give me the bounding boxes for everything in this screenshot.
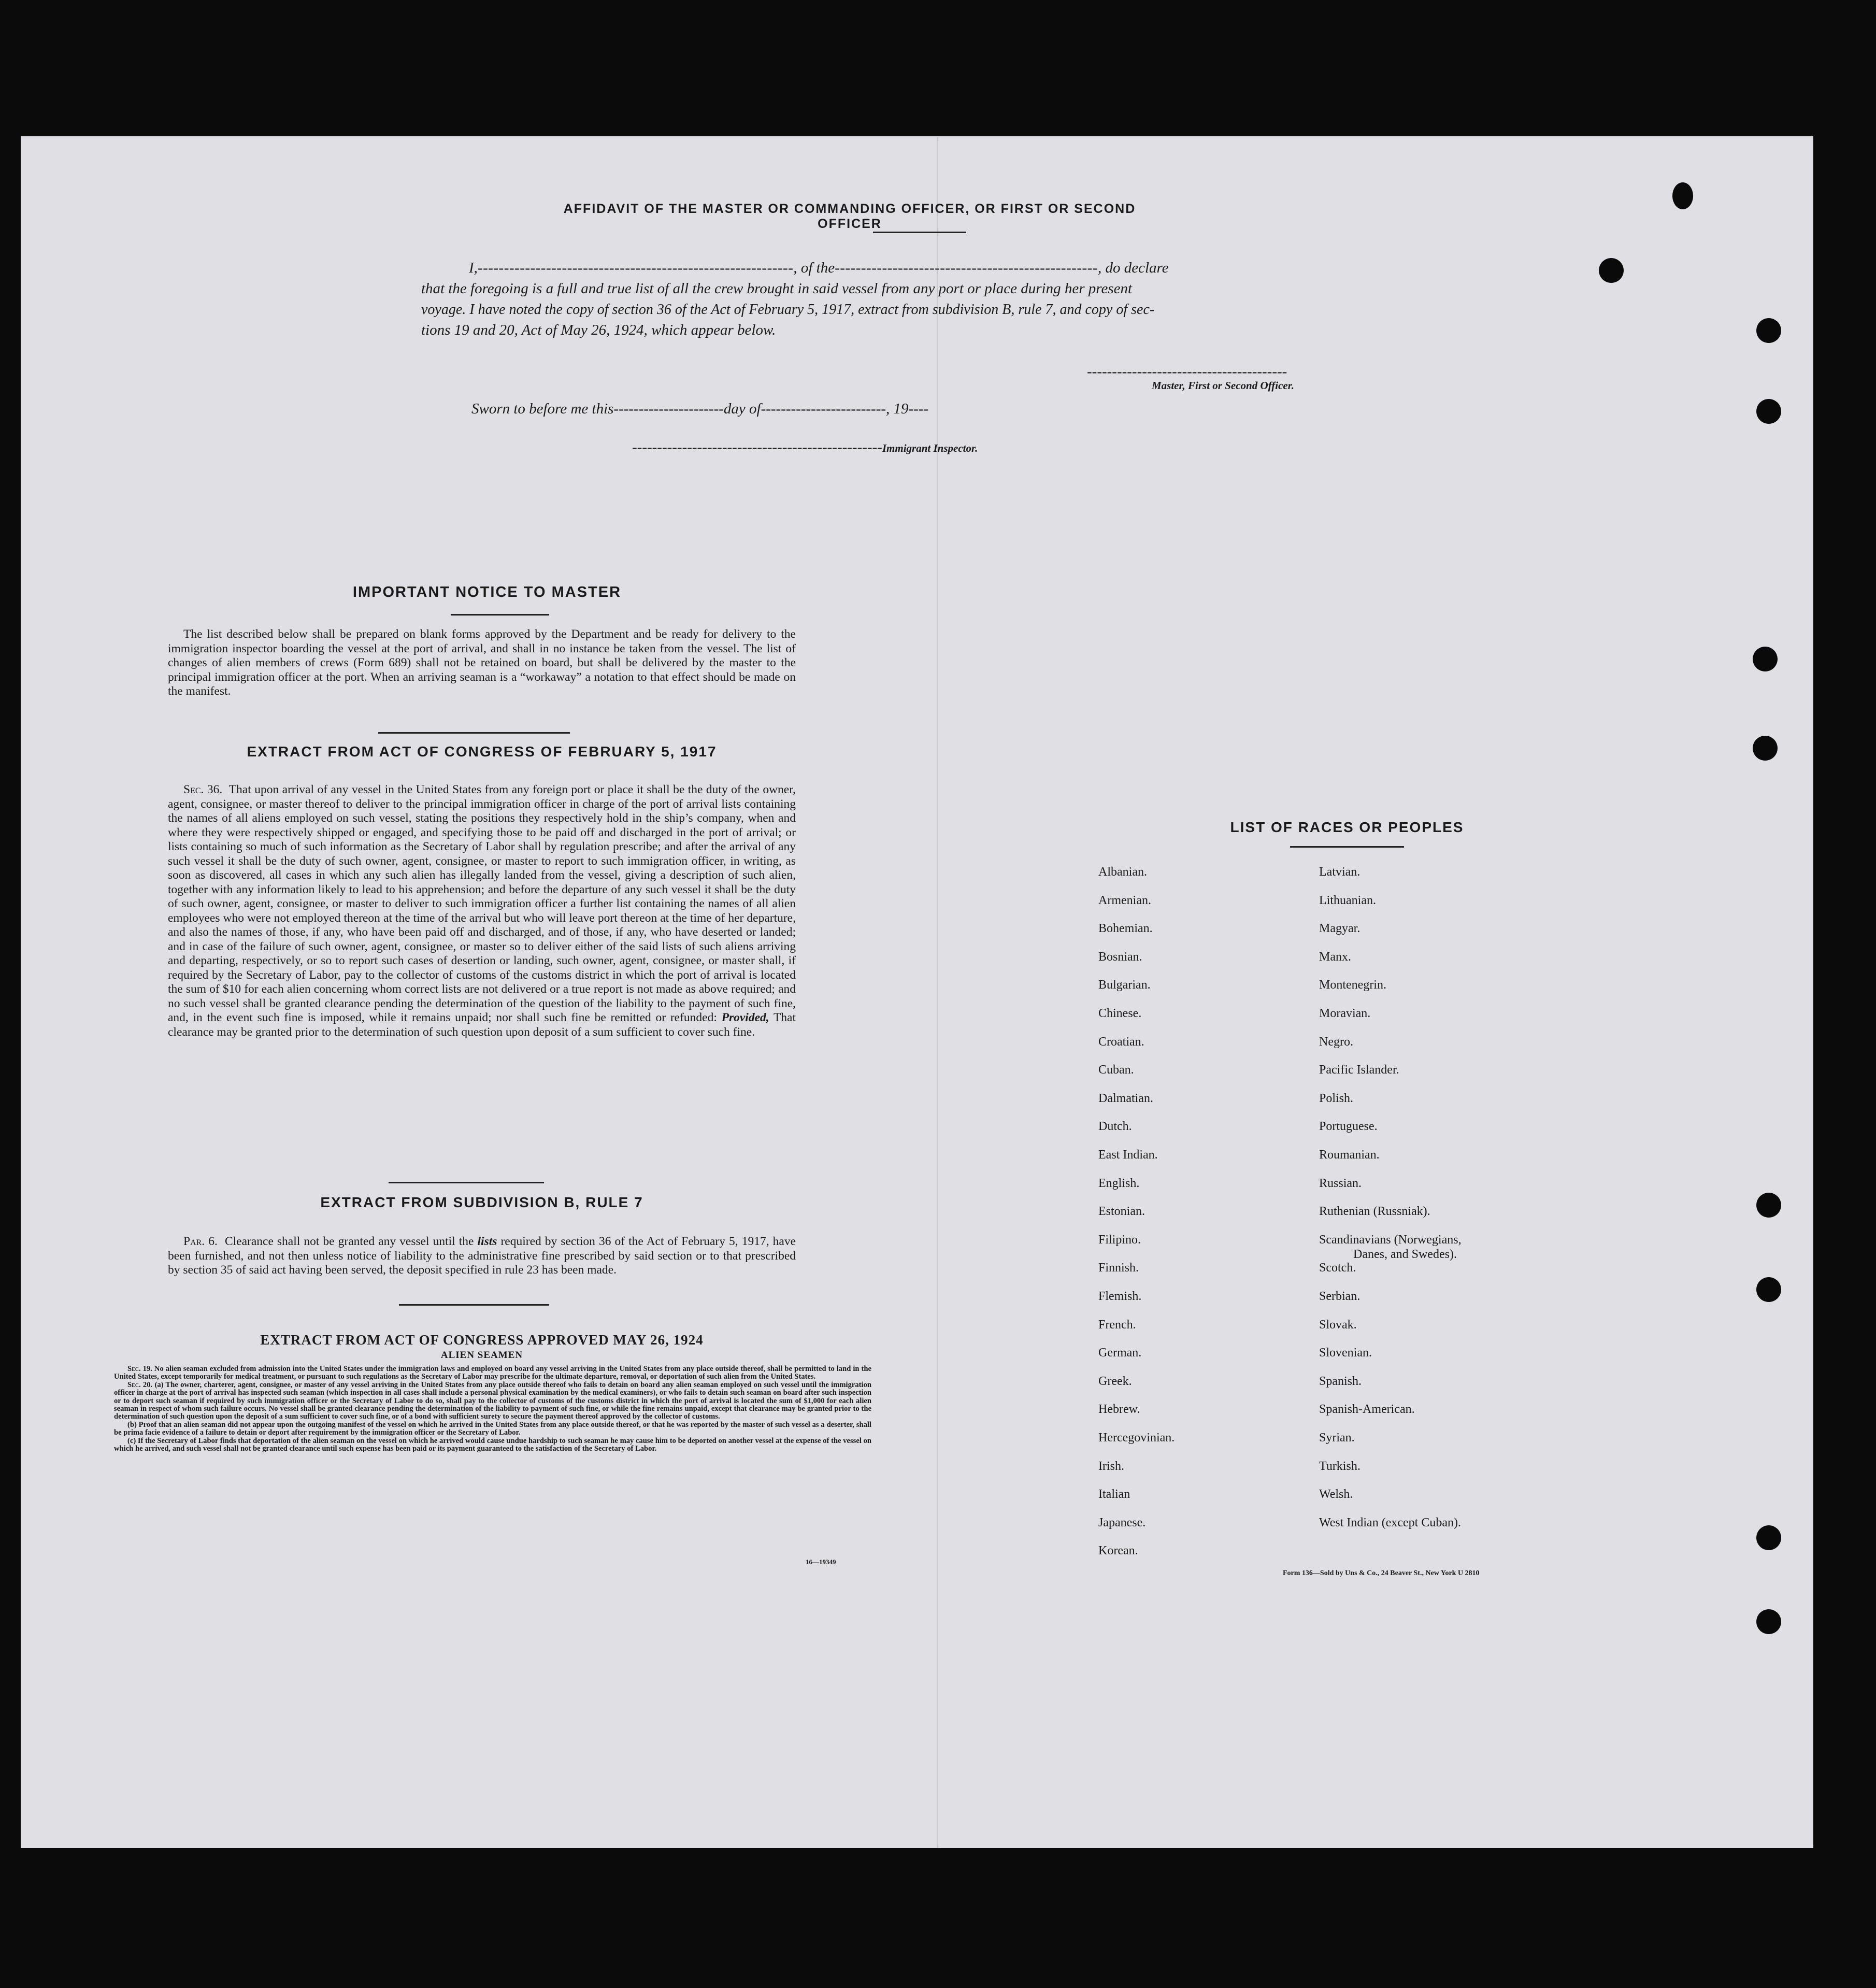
race-item-right: Montenegrin.: [1319, 978, 1386, 992]
binder-hole: [1672, 182, 1693, 209]
race-item-left: Cuban.: [1098, 1063, 1134, 1077]
race-item-left: Bosnian.: [1098, 950, 1142, 964]
affidavit-declare: , do declare: [1097, 260, 1169, 276]
sworn-line: [471, 398, 928, 420]
sworn-year: , 19: [886, 401, 909, 417]
affidavit-title: AFFIDAVIT OF THE MASTER OR COMMANDING OFFICER, OR FIRST OR SECOND OFFICER: [563, 202, 1136, 231]
race-item-right: Welsh.: [1319, 1488, 1353, 1501]
sec-19-label: Sec. 19.: [127, 1365, 152, 1373]
page-fold: [937, 137, 938, 1848]
inspector-line: [632, 437, 978, 459]
race-item-left: Korean.: [1098, 1544, 1138, 1558]
rule7-body-b: required by section 36 of the Act of February 5, 1917, have been furnished, and not then unless notice of liability to the administrative fine prescribed by said section or to that prescribed by section 35 of said act having been served, the deposit specified in rule 23 has been made.: [168, 1235, 796, 1277]
race-item-right: Negro.: [1319, 1035, 1353, 1049]
race-item-right: Serbian.: [1319, 1290, 1361, 1303]
form-sold-note: Form 136—Sold by Uns & Co., 24 Beaver St., New York U 2810: [1283, 1569, 1480, 1577]
rule7-text: [168, 1235, 796, 1278]
race-item-right: Syrian.: [1319, 1431, 1355, 1444]
sec-20-label: Sec. 20.: [127, 1380, 153, 1389]
race-item-right: Pacific Islander.: [1319, 1063, 1399, 1077]
sworn-day-blank: ----------------------: [613, 401, 724, 417]
form-code: 16—19349: [806, 1558, 836, 1566]
sec-36-body: That upon arrival of any vessel in the United States from any foreign port or place it shall be the duty of the owner, agent, consignee, or master thereof to deliver to the principal immigration officer in charge of the port of arrival lists containing the names of all aliens employed on such vessel, stating the positions they respectively hold in the ship’s company, when and where they were respectively shipped or engaged, and specifying those to be paid off and discharged in the port of arrival; or lists containing so much of such information as the Secretary of Labor shall by regulation prescribe; and after the arrival of any such vessel it shall be the duty of such owner, agent, consignee, or master to report to such immigration officer, in writing, as soon as discovered, all cases in which any such alien has illegally landed from the vessel, giving a description of such alien, together with any information likely to lead to his apprehension; and before the departure of any such vessel it shall be the duty of such owner, agent, consignee, or master to deliver to such immigration officer a further list containing the names of all alien employees who were not employed thereon at the time of the arrival but who will leave port thereon at the time of her departure, and also the names of those, if any, who have been paid off and discharged, and of those, if any, who have deserted or landed; and in case of the failure of such owner, agent, consignee, or master so to deliver either of the said lists of such aliens arriving and departing, respectively, or so to report such cases of desertion or landing, such owner, agent, consignee, or master shall, if required by the Secretary of Labor, pay to the collector of customs of the customs district in which the port of arrival is located the sum of $10 for each alien concerning whom correct lists are not delivered or a true report is not made as above required; and no such vessel shall be granted clearance pending the determination of the question of the liability to the payment of such fine, and, in the event such fine is imposed, while it remains unpaid; nor shall such fine be remitted or refunded:: [168, 783, 796, 1024]
extract-1924-title: EXTRACT FROM ACT OF CONGRESS APPROVED MAY 26, 1924: [260, 1332, 704, 1348]
races-rule: [1290, 846, 1404, 848]
affidavit-line-2: that the foregoing is a full and true list of all the crew brought in said vessel from any port or place during her present: [421, 280, 1133, 297]
master-signature-blank: ----------------------------------------: [1087, 363, 1287, 380]
provided-word: Provided,: [721, 1011, 769, 1024]
race-item-left: Filipino.: [1098, 1233, 1141, 1247]
race-item-right: Manx.: [1319, 950, 1351, 964]
race-item-right: Slovak.: [1319, 1318, 1357, 1332]
race-item-right: Latvian.: [1319, 865, 1361, 879]
race-item-right: Scandinavians (Norwegians,: [1319, 1233, 1462, 1247]
extract-1917-text: [168, 783, 796, 1039]
race-item-right: Russian.: [1319, 1176, 1362, 1190]
rule7-body-a: Clearance shall not be granted any vessel until the: [224, 1235, 474, 1248]
sworn-text: Sworn to before me this: [471, 401, 614, 417]
lists-word: lists: [477, 1235, 497, 1248]
master-signature-label: Master, First or Second Officer.: [1152, 379, 1294, 392]
sec-19-body: No alien seaman excluded from admission into the United States under the immigration laws and employed on board any vessel arriving in the United States from any place outside thereof, shall be permitted to land in the United States, except temporarily for medical treatment, or pursuant to such regulations as the Secretary of Labor may prescribe for the ultimate departure, removal, or deportation of such alien from the United States.: [114, 1365, 871, 1381]
binder-hole: [1756, 1525, 1781, 1550]
document-sheet: [21, 136, 1813, 1848]
inspector-blank: --------------------------------------------------: [632, 439, 882, 455]
race-item-left: Dalmatian.: [1098, 1091, 1153, 1105]
rule7-end-rule: [399, 1304, 549, 1306]
race-item-left: English.: [1098, 1176, 1140, 1190]
race-item-right: Portuguese.: [1319, 1120, 1378, 1134]
race-item-left: Flemish.: [1098, 1290, 1142, 1303]
race-item-left: Greek.: [1098, 1374, 1132, 1388]
affidavit-line-1: [469, 258, 1433, 279]
par-6-label: Par. 6.: [183, 1235, 218, 1248]
binder-hole: [1756, 1609, 1781, 1634]
race-item-right: Magyar.: [1319, 922, 1361, 936]
sec-20a: [114, 1381, 871, 1421]
binder-hole: [1599, 258, 1624, 283]
race-item-right: Moravian.: [1319, 1007, 1371, 1020]
race-item-left: Bulgarian.: [1098, 978, 1151, 992]
notice-end-rule: [378, 732, 570, 734]
rule7-title: EXTRACT FROM SUBDIVISION B, RULE 7: [320, 1194, 643, 1210]
extract-1924-text: [114, 1365, 871, 1453]
binder-hole: [1756, 399, 1781, 424]
race-item-right: Turkish.: [1319, 1459, 1361, 1473]
binder-hole: [1756, 318, 1781, 343]
race-item-left: German.: [1098, 1346, 1142, 1360]
notice-title: IMPORTANT NOTICE TO MASTER: [352, 584, 622, 600]
races-title: LIST OF RACES OR PEOPLES: [1230, 819, 1464, 835]
affidavit-i: I,: [469, 260, 478, 276]
sworn-month-blank: -------------------------: [761, 401, 886, 417]
race-item-left: Albanian.: [1098, 865, 1147, 879]
race-item-left: Armenian.: [1098, 893, 1151, 907]
binder-hole: [1756, 1277, 1781, 1302]
vessel-blank: --------------------------------------------------: [835, 260, 1098, 276]
race-item-right: Scotch.: [1319, 1261, 1356, 1275]
notice-text: The list described below shall be prepared on blank forms approved by the Department and be ready for delivery to the immigration inspector boarding the vessel at the port of arrival, and shall in no instance be taken from the vessel. The list of changes of alien members of crews (Form 689) shall not be retained on board, but shall be delivered by the master to the principal immigration officer at the port. When an arriving seaman is a “workaway” a notation to that effect should be made on the manifest.: [168, 627, 796, 698]
race-item-left: Croatian.: [1098, 1035, 1144, 1049]
race-item-left: Chinese.: [1098, 1007, 1142, 1020]
inspector-label: Immigrant Inspector.: [882, 442, 978, 454]
race-item-left: Italian: [1098, 1488, 1130, 1501]
binder-hole: [1756, 1193, 1781, 1218]
extract-1917-end-rule: [389, 1182, 544, 1183]
race-item-right: Roumanian.: [1319, 1148, 1380, 1162]
race-item-right: Danes, and Swedes).: [1353, 1247, 1457, 1261]
race-item-right: Ruthenian (Russniak).: [1319, 1205, 1430, 1219]
affidavit-line-4: tions 19 and 20, Act of May 26, 1924, which appear below.: [421, 322, 776, 338]
binder-hole: [1753, 736, 1778, 761]
race-item-right: Spanish.: [1319, 1374, 1362, 1388]
race-item-right: Polish.: [1319, 1091, 1354, 1105]
race-item-left: Estonian.: [1098, 1205, 1145, 1219]
race-item-left: Irish.: [1098, 1459, 1124, 1473]
race-item-right: Spanish-American.: [1319, 1403, 1415, 1417]
race-item-left: Japanese.: [1098, 1515, 1146, 1529]
race-item-left: French.: [1098, 1318, 1136, 1332]
sec-20c: (c) If the Secretary of Labor finds that deportation of the alien seaman on the vessel on which he arrived would cause undue hardship to such seaman he may cause him to be deported on another vessel at the expense of the vessel on which he arrived, and such vessel shall not be granted clearance until such expense has been paid or its payment guaranteed to the satisfaction of the Secretary of Labor.: [114, 1436, 871, 1453]
sworn-day-of: day of: [723, 401, 761, 417]
race-item-left: East Indian.: [1098, 1148, 1158, 1162]
affidavit-of-the: , of the: [793, 260, 835, 276]
race-item-right: Lithuanian.: [1319, 893, 1376, 907]
binder-hole: [1753, 647, 1778, 671]
sec-20a-body: (a) The owner, charterer, agent, consignee, or master of any vessel arriving in the United States from any place outside thereof who fails to detain on board any alien seaman employed on such vessel until the immigration officer in charge at the port of arrival has inspected such seaman (which inspection in all cases shall include a personal physical examination by the medical examiners), or who fails to detain such seaman on board after such inspection or to deport such seaman if required by such immigration officer or the Secretary of Labor to do so, shall pay to the collector of customs of the customs district in which the port of arrival is located the sum of $1,000 for each alien seaman in respect of whom such failure occurs. No vessel shall be granted clearance pending the determination of the liability to payment of such fine, or while the fine remains unpaid, except that clearance may be granted prior to the determination of such question upon the deposit of a sum sufficient to cover such fine, or of a bond with sufficient surety to secure the payment thereof approved by the collector of customs.: [114, 1380, 871, 1421]
sec-36-end: That clearance may be granted prior to the determination of such question upon deposit of a sum sufficient to cover such fine.: [168, 1011, 796, 1039]
notice-rule: [451, 614, 549, 616]
race-item-left: Hercegovinian.: [1098, 1431, 1175, 1444]
sworn-year-blank: ----: [908, 401, 929, 417]
affidavit-line-3: voyage. I have noted the copy of section 36 of the Act of February 5, 1917, extract from subdivision B, rule 7, and copy of sec-: [421, 302, 1155, 318]
alien-seamen-subtitle: ALIEN SEAMEN: [440, 1350, 523, 1361]
sec-20b: (b) Proof that an alien seaman did not appear upon the outgoing manifest of the vessel on which he arrived in the United States from any place outside thereof, or that he was reported by the master of such vessel as a deserter, shall be prima facie evidence of a failure to detain or deport after requirement by the immigration officer or the Secretary of Labor.: [114, 1420, 871, 1437]
extract-1917-title: EXTRACT FROM ACT OF CONGRESS OF FEBRUARY 5, 1917: [247, 743, 717, 760]
race-item-left: Bohemian.: [1098, 922, 1153, 936]
sec-36-label: Sec. 36.: [183, 783, 223, 796]
name-blank: ------------------------------------------------------------: [477, 260, 794, 276]
race-item-right: West Indian (except Cuban).: [1319, 1515, 1461, 1529]
sec-19: [114, 1365, 871, 1381]
race-item-left: Finnish.: [1098, 1261, 1139, 1275]
race-item-left: Dutch.: [1098, 1120, 1132, 1134]
race-item-right: Slovenian.: [1319, 1346, 1372, 1360]
race-item-left: Hebrew.: [1098, 1403, 1140, 1417]
title-rule: [873, 232, 966, 233]
